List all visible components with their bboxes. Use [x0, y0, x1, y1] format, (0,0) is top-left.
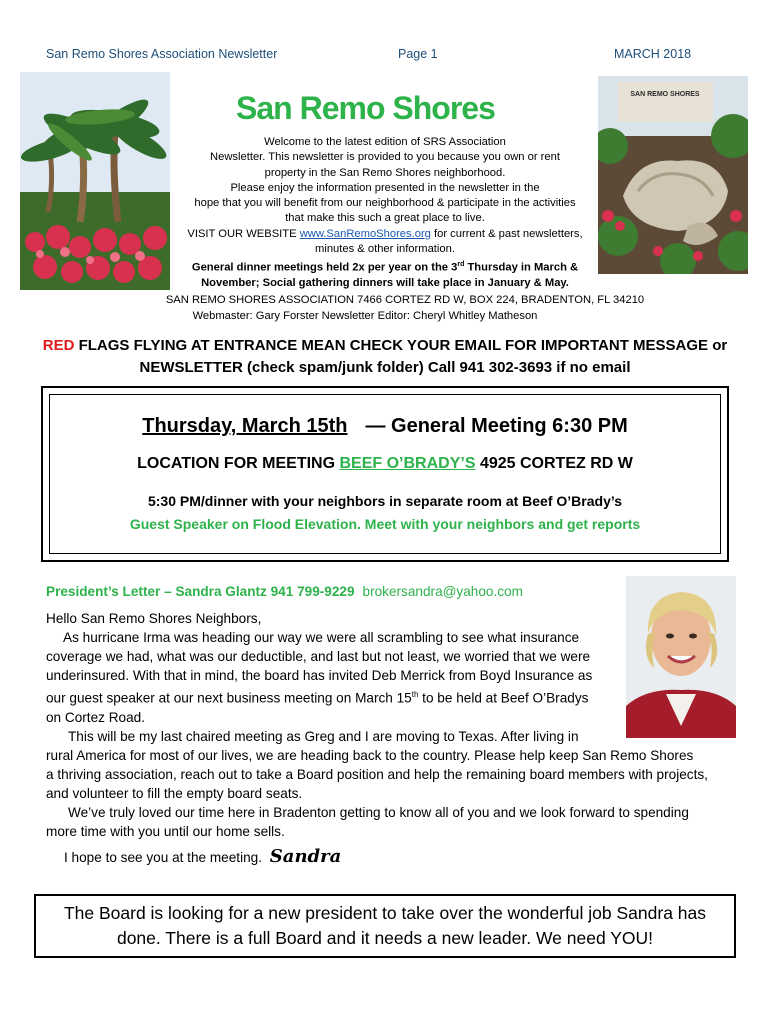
intro-line: Welcome to the latest edition of SRS Association — [264, 136, 506, 148]
meeting-date: Thursday, March 15th — [142, 415, 348, 437]
dinner-schedule: General dinner meetings held 2x per year on the 3rd Thursday in March & — [191, 261, 579, 275]
header-date: MARCH 2018 — [614, 47, 692, 61]
intro-block — [168, 135, 602, 292]
letter-line: a thriving association, reach out to take a Board position and help the remaining board members with projects, — [46, 766, 708, 782]
meeting-box — [41, 386, 729, 562]
intro-line: minutes & other information. — [315, 243, 455, 256]
palm-tree-photo — [20, 72, 170, 290]
header-page-number: Page 1 — [398, 47, 438, 61]
letter-line: our guest speaker at our next business meeting on March 15th to be held at Beef O’Bradys — [46, 690, 589, 706]
president-email[interactable]: brokersandra@yahoo.com — [362, 584, 523, 599]
meeting-headline — [50, 415, 720, 438]
letter-line: As hurricane Irma was heading our way we were all scrambling to see what insurance — [63, 630, 580, 645]
entrance-sign-text: SAN REMO SHORES — [630, 91, 700, 98]
letter-line: coverage we had, what was our deductible, and last but not least, we worried that we were — [46, 649, 591, 664]
red-word: RED — [42, 337, 75, 354]
meeting-dinner: 5:30 PM/dinner with your neighbors in separate room at Beef O’Brady’s — [147, 493, 623, 509]
masthead-title: San Remo Shores — [236, 90, 495, 126]
staff-credits: Webmaster: Gary Forster Newsletter Editor: Cheryl Whitley Matheson — [192, 310, 538, 322]
letter-greeting: Hello San Remo Shores Neighbors, — [46, 611, 262, 626]
dinner-schedule-line2: November; Social gathering dinners will take place in January & May. — [201, 277, 569, 290]
intro-line: property in the San Remo Shores neighborhood. — [264, 166, 506, 179]
meeting-title: — General Meeting 6:30 PM — [365, 415, 628, 437]
venue-link[interactable]: BEEF O’BRADY’S — [339, 455, 476, 472]
red-flags-notice: RED FLAGS FLYING AT ENTRANCE MEAN CHECK YOUR EMAIL FOR IMPORTANT MESSAGE or NEWSLETTER (check spam/junk folder) Call 941 302-3693 if no email — [42, 337, 728, 376]
entrance-rock-photo — [598, 76, 748, 274]
intro-line: that make this such a great place to live. — [285, 212, 485, 225]
header-left: San Remo Shores Association Newsletter — [46, 47, 278, 61]
website-link[interactable]: www.SanRemoShores.org — [299, 227, 431, 240]
website-line: VISIT OUR WEBSITE www.SanRemoShores.org for current & past newsletters, — [187, 227, 583, 240]
letter-line: on Cortez Road. — [46, 709, 145, 725]
intro-line: Newsletter. This newsletter is provided to you because you own or rent — [210, 151, 560, 164]
board-notice: The Board is looking for a new president to take over the wonderful job Sandra has done. There is a full Board and it needs a new leader. We need YOU! — [34, 894, 736, 958]
presidents-letter-body — [46, 609, 736, 867]
presidents-letter-heading: President’s Letter – Sandra Glantz 941 799-9229 brokersandra@yahoo.com — [46, 584, 523, 599]
letter-line: This will be my last chaired meeting as Greg and I are moving to Texas. After living in — [68, 728, 579, 744]
letter-line: and volunteer to fill the empty board seats. — [46, 785, 303, 801]
meeting-speaker: Guest Speaker on Flood Elevation. Meet with your neighbors and get reports — [129, 516, 641, 532]
letter-line: underinsured. With that in mind, the board has invited Deb Merrick from Boyd Insurance as — [46, 668, 593, 683]
meeting-location: LOCATION FOR MEETING BEEF O’BRADY’S 4925 CORTEZ RD W — [137, 455, 633, 472]
association-address: SAN REMO SHORES ASSOCIATION 7466 CORTEZ RD W, BOX 224, BRADENTON, FL 34210 — [165, 294, 645, 306]
letter-closing: I hope to see you at the meeting. Sandra — [64, 845, 342, 867]
letter-line: rural America for most of our lives, we are heading back to the country. Please help keep San Remo Shores — [46, 747, 694, 763]
letter-line: We’ve truly loved our time here in Bradenton getting to know all of you and we look forward to spending — [68, 804, 689, 820]
intro-line: Please enjoy the information presented in the newsletter in the — [230, 181, 540, 194]
letter-line: more time with you until our home sells. — [46, 823, 285, 839]
intro-line: hope that you will benefit from our neighborhood & participate in the activities — [194, 197, 576, 210]
signature: Sandra — [269, 845, 342, 867]
